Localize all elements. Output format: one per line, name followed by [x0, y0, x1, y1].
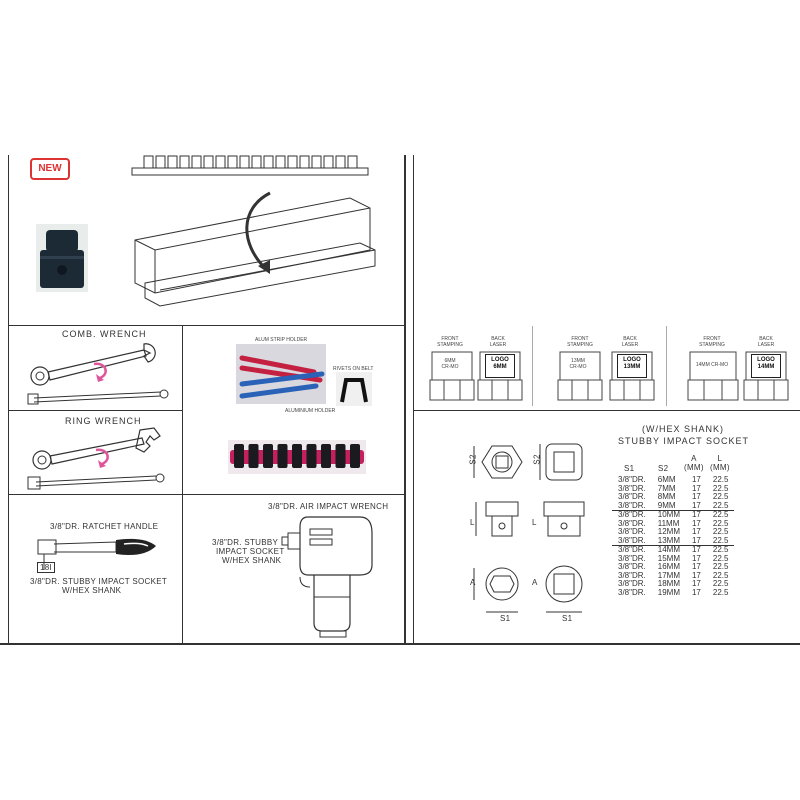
table-cell: 17 — [691, 535, 701, 545]
logo-text-3: LOGO — [757, 357, 775, 363]
table-cell: 13MM — [657, 535, 680, 545]
logo-box-1 — [485, 354, 515, 378]
rail-socket — [350, 444, 360, 468]
rail-socket — [249, 444, 259, 468]
table-cell: 17 — [691, 483, 701, 493]
table-cell: 3/8"DR. — [618, 475, 646, 484]
table-cell: 16MM — [657, 562, 680, 571]
table-cell: 22.5 — [712, 562, 729, 571]
table-cell: 3/8"DR. — [618, 500, 646, 510]
strip-slot — [216, 156, 225, 168]
table-cell: 22.5 — [712, 579, 729, 588]
spec-table — [612, 476, 734, 597]
strip-slot — [324, 156, 333, 168]
logo-size-2: 13MM — [623, 364, 641, 370]
table-cell: 22.5 — [712, 500, 729, 510]
table-cell: 17 — [686, 546, 707, 555]
socket-strip-drawing — [130, 150, 370, 186]
front-text-1: 6MM CR-MO — [441, 358, 459, 370]
table-cell: 12MM — [657, 527, 680, 536]
bottom-border — [0, 643, 800, 645]
table-cell: 22.5 — [712, 527, 729, 536]
air-wrench-title: 3/8"DR. AIR IMPACT WRENCH — [268, 502, 389, 511]
strip-slot — [300, 156, 309, 168]
socket-dimension-drawings — [466, 440, 592, 630]
clip-photo — [336, 372, 372, 406]
table-cell: 17 — [691, 587, 701, 597]
right-section-divider — [413, 410, 800, 411]
col-header-s2: S2 — [658, 464, 669, 473]
dim-l-b: L — [532, 518, 537, 527]
table-cell: 22.5 — [712, 587, 729, 597]
logo-text-2: LOGO — [623, 357, 641, 363]
ring-wrench-title: RING WRENCH — [65, 416, 142, 426]
table-cell: 17 — [691, 570, 701, 580]
left-row2-divider — [8, 494, 404, 495]
strip-slot — [228, 156, 237, 168]
table-cell: 6MM — [657, 475, 676, 484]
magnetic-rail-photo — [228, 440, 366, 474]
table-cell: 17 — [691, 562, 701, 571]
comb-wrench-drawing — [26, 338, 176, 408]
logo-box-3 — [751, 354, 781, 378]
table-cell: 17MM — [657, 570, 680, 580]
table-cell: 22.5 — [712, 492, 729, 501]
left-page-left-border — [8, 155, 9, 643]
logo-size-1: 6MM — [493, 364, 507, 370]
table-cell: 17 — [691, 579, 701, 588]
front-stamping-title-2: FRONT STAMPING — [567, 336, 593, 348]
table-cell: 3/8"DR. — [618, 492, 646, 501]
table-cell: 19MM — [657, 587, 680, 597]
rail-socket — [234, 444, 244, 468]
right-page-left-border — [413, 155, 414, 643]
table-cell: 3/8"DR. — [618, 579, 646, 588]
table-cell: 17 — [691, 527, 701, 536]
strip-slot — [156, 156, 165, 168]
photo-label-bottom: ALUMINIUM HOLDER — [285, 408, 336, 414]
table-row — [612, 589, 734, 598]
table-cell: 22.5 — [712, 518, 729, 528]
table-cell: 17 — [691, 500, 701, 510]
table-cell: 9MM — [657, 500, 676, 510]
strip-slot — [276, 156, 285, 168]
strip-slot — [312, 156, 321, 168]
dim-a-a: A — [470, 578, 476, 587]
dim-s2-b: S2 — [532, 454, 542, 465]
table-cell: 3/8"DR. — [612, 511, 652, 520]
table-cell: 3/8"DR. — [618, 553, 646, 563]
box-drawing — [130, 188, 380, 313]
strip-slot — [192, 156, 201, 168]
table-cell: 14MM — [652, 546, 686, 555]
left-row1-divider — [8, 410, 183, 411]
air-wrench-drawing — [280, 505, 380, 640]
table-cell: 3/8"DR. — [618, 527, 646, 536]
ring-wrench-drawing — [26, 424, 176, 492]
air-socket-line1: 3/8"DR. STUBBY — [212, 538, 279, 547]
back-laser-title-3: BACK LASER — [757, 336, 775, 348]
table-cell: 3/8"DR. — [618, 562, 646, 571]
left-mid-vertical-divider — [182, 325, 183, 643]
table-cell: 3/8"DR. — [618, 483, 646, 493]
holder-photo — [236, 344, 326, 404]
rail-socket — [336, 444, 346, 468]
table-cell: 3/8"DR. — [618, 570, 646, 580]
air-socket-line3: W/HEX SHANK — [222, 556, 282, 565]
strip-slot — [168, 156, 177, 168]
strip-slot — [204, 156, 213, 168]
table-cell: 22.5 — [712, 535, 729, 545]
dim-s2-a: S2 — [468, 454, 478, 465]
strip-slot — [252, 156, 261, 168]
rail-socket — [278, 444, 288, 468]
air-socket-line2: IMPACT SOCKET — [216, 547, 285, 556]
table-cell: 22.5 — [712, 570, 729, 580]
table-cell: 22.5 — [712, 475, 729, 484]
table-cell: 3/8"DR. — [612, 546, 652, 555]
spec-heading-line1: (W/HEX SHANK) — [642, 424, 725, 434]
table-cell: 11MM — [657, 518, 680, 528]
table-cell: 7MM — [657, 483, 676, 493]
table-cell: 17 — [686, 511, 707, 520]
strip-slot — [144, 156, 153, 168]
rail-socket — [321, 444, 331, 468]
table-cell: 17 — [691, 553, 701, 563]
col-header-s1: S1 — [624, 464, 635, 473]
strip-slot — [336, 156, 345, 168]
table-cell: 22.5 — [712, 483, 729, 493]
rail-socket — [307, 444, 317, 468]
photo-label-side: RIVETS ON BELT — [333, 366, 374, 372]
back-laser-title-2: BACK LASER — [621, 336, 639, 348]
strip-slot — [288, 156, 297, 168]
front-text-2: 13MM CR-MO — [569, 358, 587, 370]
table-cell: 17 — [691, 492, 701, 501]
table-cell: 3/8"DR. — [618, 587, 646, 597]
front-text-3: 14MM CR-MO — [695, 362, 729, 368]
table-cell: 22.5 — [712, 553, 729, 563]
ratchet-handle-label: 3/8"DR. RATCHET HANDLE — [50, 522, 159, 531]
table-cell: 22.5 — [707, 546, 735, 555]
table-cell: 8MM — [657, 492, 676, 501]
photo-label-top: ALUM STRIP HOLDER — [255, 337, 308, 343]
rail-socket — [292, 444, 302, 468]
strip-slot — [240, 156, 249, 168]
dim-s1-b: S1 — [562, 614, 573, 623]
logo-box-2 — [617, 354, 647, 378]
stamping-sockets-drawing — [420, 348, 800, 408]
table-cell: 22.5 — [707, 511, 735, 520]
socket-label-line2: W/HEX SHANK — [62, 586, 122, 595]
logo-text-1: LOGO — [491, 357, 509, 363]
dim-l-a: L — [470, 518, 475, 527]
left-page-right-border — [404, 155, 406, 643]
strip-slot — [348, 156, 357, 168]
table-cell: 17 — [691, 475, 701, 484]
table-cell: 3/8"DR. — [618, 535, 646, 545]
back-laser-title-1: BACK LASER — [489, 336, 507, 348]
new-badge: NEW — [30, 158, 70, 180]
socket-label-line1: 3/8"DR. STUBBY IMPACT SOCKET — [30, 577, 168, 586]
col-header-l: L (MM) — [710, 454, 730, 472]
table-cell: 17 — [691, 518, 701, 528]
table-cell: 3/8"DR. — [618, 518, 646, 528]
strip-slot — [180, 156, 189, 168]
spec-heading-line2: STUBBY IMPACT SOCKET — [618, 436, 750, 446]
left-top-section-divider — [8, 325, 404, 326]
dim-s1-a: S1 — [500, 614, 511, 623]
front-stamping-title-3: FRONT STAMPING — [699, 336, 725, 348]
table-cell: 10MM — [652, 511, 686, 520]
table-cell: 15MM — [657, 553, 680, 563]
logo-size-3: 14MM — [757, 364, 775, 370]
col-header-a: A (MM) — [684, 454, 704, 472]
front-stamping-title-1: FRONT STAMPING — [437, 336, 463, 348]
strip-slot — [264, 156, 273, 168]
rail-socket — [263, 444, 273, 468]
socket-photo — [36, 224, 88, 292]
comb-wrench-title: COMB. WRENCH — [62, 329, 147, 339]
dim-a-b: A — [532, 578, 538, 587]
tag-label: 18I — [37, 562, 55, 573]
table-cell: 18MM — [657, 579, 680, 588]
